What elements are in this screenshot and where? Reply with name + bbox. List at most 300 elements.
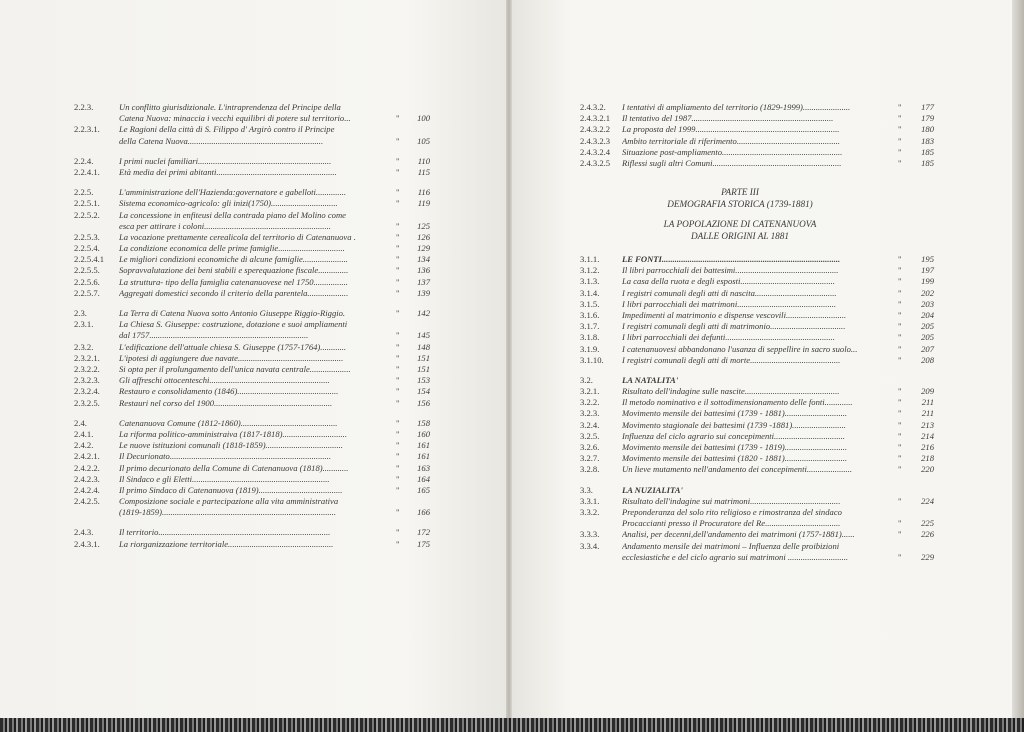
ditto-mark: " — [898, 254, 902, 264]
toc-entry-number: 3.1.5. — [580, 298, 600, 309]
toc-entry-number: 2.2.5.4.1 — [74, 254, 105, 265]
ditto-mark: " — [396, 287, 400, 298]
toc-entry-page: 205 — [921, 321, 934, 332]
toc-entry-title-line: Riflessi sugli altri Comuni............................................................ — [622, 157, 842, 168]
ditto-mark: " — [898, 321, 902, 332]
toc-entry — [580, 136, 960, 147]
toc-entry-title — [119, 187, 391, 198]
toc-entry — [74, 364, 444, 375]
ditto-mark: " — [396, 451, 400, 462]
toc-entry — [580, 375, 960, 386]
toc-entry-page: 185 — [921, 146, 934, 157]
toc-entry-title — [119, 124, 391, 146]
toc-entry-number: 3.3.3. — [580, 529, 600, 540]
toc-entry-number: 3.2.4. — [580, 419, 600, 430]
toc-entry — [74, 474, 444, 485]
ditto-mark: " — [898, 386, 902, 397]
toc-entry-title-line: La condizione economica delle prime famiglie............................... — [119, 243, 345, 254]
toc-entry-title — [119, 375, 391, 386]
toc-entry-number: 3.2. — [580, 374, 593, 385]
toc-entry-title-line: Il territorio................................................................................ — [119, 527, 331, 538]
toc-entry-title-line: Andamento mensile dei matrimoni – Influenza delle proibizioni — [622, 540, 840, 551]
part-heading — [580, 186, 900, 210]
toc-entry-title-line: I libri parrocchiali dei matrimoni.............................................. — [622, 298, 837, 309]
toc-entry — [74, 342, 444, 353]
ditto-mark: " — [396, 187, 400, 198]
toc-entry-title-line: La concessione in enfiteusi della contrada piano del Molino come — [119, 209, 346, 220]
toc-entry — [580, 397, 960, 408]
toc-entry — [74, 243, 444, 254]
toc-entry-title-line: Il primo decurionato della Comune di Catenanuova (1818)............ — [119, 462, 349, 473]
toc-entry-title-line: Il primo Sindaco di Catenanuova (1819)....................................... — [119, 484, 343, 495]
toc-entry — [580, 102, 960, 113]
toc-entry-page: 166 — [417, 507, 430, 518]
toc-entry-title-line: Sopravvalutazione dei beni stabili e sperequazione fiscale.............. — [119, 265, 349, 276]
toc-entry-title — [622, 113, 890, 124]
toc-entry-title-line: Catenanuova Comune (1812-1860)............................................. — [119, 417, 338, 428]
part-title: DEMOGRAFIA STORICA (1739-1881) — [667, 199, 813, 209]
toc-entry — [580, 321, 960, 332]
toc-entry-title-line: Sistema economico-agricolo: gli inizi(1750)............................... — [119, 198, 338, 209]
toc-entry-title-line: La Terra di Catena Nuova sotto Antonio Giuseppe Riggio-Riggio. — [119, 308, 346, 319]
toc-entry-number: 2.4.2.3. — [74, 473, 100, 484]
toc-entry — [74, 539, 444, 550]
ditto-mark: " — [396, 341, 400, 352]
toc-entry — [74, 496, 444, 518]
toc-entry — [580, 485, 960, 496]
toc-entry-title-line: LE FONTI................................................................................... — [622, 254, 841, 264]
toc-entry-page: 207 — [921, 343, 934, 354]
ditto-mark: " — [396, 308, 400, 319]
ditto-mark: " — [898, 529, 902, 540]
toc-entry-title — [622, 254, 890, 265]
toc-entry-page: 161 — [417, 451, 430, 462]
ditto-mark: " — [898, 287, 902, 298]
toc-entry-page: 165 — [417, 484, 430, 495]
toc-entry-number: 2.3.1. — [74, 319, 94, 330]
ditto-mark: " — [898, 332, 902, 343]
ditto-mark: " — [898, 551, 902, 562]
toc-entry-number: 2.2.5.1. — [74, 198, 100, 209]
toc-entry — [580, 265, 960, 276]
toc-entry-page: 126 — [417, 231, 430, 242]
toc-entry-title — [119, 232, 391, 243]
toc-entry-page: 153 — [417, 375, 430, 386]
ditto-mark: " — [898, 276, 902, 287]
ditto-mark: " — [396, 113, 400, 124]
toc-entry-title-line: L'amministrazione dell'Hazienda:governatore e gabelloti.............. — [119, 187, 347, 198]
toc-entry-title — [622, 485, 890, 496]
toc-entry-title — [119, 496, 391, 518]
toc-entry-number: 3.1.7. — [580, 321, 600, 332]
toc-entry-title — [119, 463, 391, 474]
toc-entry-page: 172 — [417, 527, 430, 538]
toc-entry-page: 205 — [921, 332, 934, 343]
toc-entry-title — [622, 332, 890, 343]
toc-entry-title-line: La Chiesa S. Giuseppe: costruzione, dotazione e suoi ampliamenti — [119, 319, 348, 330]
toc-entry-title — [622, 386, 890, 397]
toc-entry-page: 148 — [417, 341, 430, 352]
toc-entry-title — [622, 265, 890, 276]
toc-entry — [580, 541, 960, 563]
toc-entry-page: 115 — [417, 166, 430, 177]
book-gutter — [506, 0, 512, 722]
toc-entry-page: 185 — [921, 157, 934, 168]
toc-entry — [580, 420, 960, 431]
toc-entry — [74, 288, 444, 299]
toc-entry-title — [119, 243, 391, 254]
toc-entry-title — [622, 496, 890, 507]
toc-entry-page: 214 — [921, 430, 934, 441]
toc-entry — [580, 496, 960, 507]
toc-entry-title — [622, 507, 890, 529]
toc-entry-title — [622, 375, 890, 386]
toc-entry-title — [119, 102, 391, 124]
toc-entry-page: 125 — [417, 220, 430, 231]
toc-entry-page: 195 — [921, 254, 934, 264]
toc-entry-page: 160 — [417, 428, 430, 439]
toc-entry-number: 3.1.9. — [580, 343, 600, 354]
toc-entry-title — [119, 474, 391, 485]
toc-entry — [580, 147, 960, 158]
toc-entry — [74, 527, 444, 538]
toc-entry-title-line: La vocazione prettamente cerealicola del territorio di Catenanuova . — [119, 231, 356, 242]
toc-entry-number: 2.2.4.1. — [74, 166, 100, 177]
toc-entry-page: 229 — [921, 551, 934, 562]
toc-entry-page: 100 — [417, 113, 430, 124]
toc-entry-number: 3.3.2. — [580, 506, 600, 517]
toc-entry — [74, 451, 444, 462]
toc-entry-title-line: Preponderanza del solo rito religioso e rimostranza del sindaco — [622, 506, 842, 517]
toc-entry — [580, 453, 960, 464]
toc-entry-page: 177 — [921, 102, 934, 112]
toc-entry-title-line: Le migliori condizioni economiche di alcune famiglie..................... — [119, 254, 348, 265]
toc-entry-number: 2.4.2.4. — [74, 484, 100, 495]
toc-entry-page: 134 — [417, 254, 430, 265]
toc-entry — [580, 442, 960, 453]
toc-entry-title-line: Si opta per il prolungamento dell'unica navata centrale................... — [119, 364, 351, 374]
toc-entry — [580, 408, 960, 419]
toc-entry-title — [119, 418, 391, 429]
toc-entry-title-line: Impedimenti al matrimonio e dispense vescovili............................ — [622, 309, 847, 320]
toc-entry-number: 2.4.2.5. — [74, 496, 100, 507]
toc-entry-title — [119, 198, 391, 209]
toc-entry-number: 2.2.3.1. — [74, 124, 100, 135]
toc-entry-number: 3.2.8. — [580, 464, 600, 475]
toc-entry-page: 183 — [921, 135, 934, 146]
ditto-mark: " — [898, 442, 902, 452]
toc-entry-page: 136 — [417, 265, 430, 276]
ditto-mark: " — [396, 484, 400, 495]
ditto-mark: " — [396, 386, 400, 397]
toc-entry-page: 110 — [417, 155, 430, 166]
ditto-mark: " — [396, 364, 400, 374]
toc-entry — [74, 210, 444, 232]
toc-entry — [74, 353, 444, 364]
toc-entry-number: 3.1.2. — [580, 265, 600, 276]
toc-entry-title — [622, 147, 890, 158]
toc-entry-title — [622, 344, 890, 355]
toc-entry-title-line: Un conflitto giurisdizionale. L'intraprendenza del Principe della — [119, 102, 341, 112]
toc-entry-page: 226 — [921, 529, 934, 540]
toc-entry-number: 3.1.8. — [580, 332, 600, 343]
left-table-of-contents — [74, 102, 444, 550]
toc-entry — [74, 386, 444, 397]
ditto-mark: " — [898, 298, 902, 309]
toc-entry-title-line: Movimento stagionale dei battesimi (1739 -1881)......................... — [622, 419, 846, 430]
toc-entry — [74, 429, 444, 440]
toc-entry — [580, 254, 960, 265]
ditto-mark: " — [396, 538, 400, 549]
toc-entry-page: 154 — [417, 386, 430, 397]
ditto-mark: " — [396, 243, 400, 254]
toc-entry-title-line: della Catena Nuova............................................................... — [119, 135, 324, 146]
toc-entry — [74, 308, 444, 319]
ditto-mark: " — [396, 397, 400, 408]
toc-entry-title — [119, 265, 391, 276]
right-table-of-contents-top — [580, 102, 960, 169]
toc-entry-title-line: LA NATALITA' — [622, 374, 679, 385]
toc-entry-title — [119, 156, 391, 167]
ditto-mark: " — [396, 352, 400, 363]
toc-entry-number: 3.1.3. — [580, 276, 600, 287]
toc-entry-page: 119 — [417, 198, 430, 209]
toc-entry-title-line: I registri comunali degli atti di morte.......................................... — [622, 354, 841, 365]
toc-entry-number: 2.2.5. — [74, 187, 94, 198]
toc-entry-page: 199 — [921, 276, 934, 287]
toc-entry-title-line: Il Sindaco e gli Eletti................................................................ — [119, 473, 330, 484]
toc-entry-title-line: I registri comunali degli atti di matrimonio................................... — [622, 321, 846, 332]
ditto-mark: " — [898, 135, 902, 146]
chapter-heading — [580, 218, 900, 242]
toc-entry-number: 3.1.4. — [580, 287, 600, 298]
toc-entry-title-line: La riforma politico-amministraiva (1817-1818).............................. — [119, 428, 347, 439]
toc-entry-title-line: dal 1757.......................................................................... — [119, 330, 309, 341]
toc-entry-page: 197 — [921, 265, 934, 276]
toc-entry-title-line: Catena Nuova: minaccia i vecchi equilibri di potere sul territorio... — [119, 113, 351, 124]
toc-entry — [74, 485, 444, 496]
toc-entry-title-line: La proposta del 1999................................................................... — [622, 124, 840, 135]
toc-entry — [580, 113, 960, 124]
toc-entry-title-line: Risultato dell'indagine sulle nascite............................................ — [622, 386, 840, 397]
toc-entry-number: 2.4.3.2.1 — [580, 113, 611, 124]
toc-entry-title — [622, 299, 890, 310]
toc-entry-page: 129 — [417, 243, 430, 254]
toc-entry — [74, 198, 444, 209]
toc-entry-title — [622, 541, 890, 563]
toc-entry-page: 151 — [417, 352, 430, 363]
toc-entry-title — [622, 420, 890, 431]
toc-entry-title-line: Ambito territoriale di riferimento................................................ — [622, 135, 840, 146]
ditto-mark: " — [898, 419, 902, 430]
toc-entry-title — [622, 102, 890, 113]
toc-entry-number: 2.2.5.7. — [74, 287, 100, 298]
toc-entry-title-line: Risultato dell'indagine sui matrimoni.......................................... — [622, 495, 841, 506]
toc-entry-page: 218 — [921, 453, 934, 464]
toc-entry-number: 3.3.4. — [580, 540, 600, 551]
toc-entry-page: 137 — [417, 276, 430, 287]
toc-entry-number: 2.4.3.2. — [580, 102, 606, 112]
toc-entry — [580, 386, 960, 397]
toc-entry-page: 161 — [417, 440, 430, 451]
toc-entry-page: 213 — [921, 419, 934, 430]
toc-entry-page: 164 — [417, 473, 430, 484]
toc-entry-number: 2.2.4. — [74, 155, 94, 166]
toc-entry-page: 105 — [417, 135, 430, 146]
toc-entry — [580, 344, 960, 355]
toc-entry-title-line: La struttura- tipo della famiglia catenanuovese nel 1750................ — [119, 276, 348, 287]
toc-entry-title-line: Procaccianti presso il Procuratore del Re................................... — [622, 518, 841, 529]
toc-entry-title-line: L'ipotesi di aggiungere due navate................................................. — [119, 352, 344, 363]
ditto-mark: " — [396, 375, 400, 386]
toc-entry-title-line: I libri parrocchiali dei defunti................................................... — [622, 332, 835, 343]
toc-entry-number: 2.4.3.2.4 — [580, 146, 611, 157]
toc-entry — [580, 288, 960, 299]
toc-entry-title — [119, 288, 391, 299]
toc-entry-title-line: Età media dei primi abitanti........................................................ — [119, 166, 337, 177]
toc-entry-title-line: ecclesiastiche e del ciclo agrario sui matrimoni ............................ — [622, 551, 849, 562]
toc-entry-title-line: Gli affreschi ottocenteschi........................................................ — [119, 375, 330, 386]
toc-entry-page: 225 — [921, 518, 934, 529]
toc-entry — [580, 124, 960, 135]
toc-entry — [74, 167, 444, 178]
toc-entry-page: 175 — [417, 538, 430, 549]
ditto-mark: " — [898, 265, 902, 276]
toc-entry-number: 2.3.2.2. — [74, 364, 100, 374]
toc-entry-title-line: La riorganizzazione territoriale................................................. — [119, 538, 334, 549]
toc-entry-number: 2.4.2.1. — [74, 451, 100, 462]
toc-entry-page: 208 — [921, 354, 934, 365]
toc-entry-page: 211 — [921, 408, 934, 419]
toc-entry-number: 2.3.2.5. — [74, 397, 100, 408]
part-number: PARTE III — [721, 187, 759, 197]
ditto-mark: " — [396, 330, 400, 341]
toc-entry-page: 216 — [921, 442, 934, 452]
ditto-mark: " — [396, 254, 400, 265]
toc-entry-title-line: (1819-1859)................................................................................. — [119, 507, 336, 518]
ditto-mark: " — [898, 464, 902, 475]
ditto-mark: " — [396, 220, 400, 231]
chapter-title-line: LA POPOLAZIONE DI CATENANUOVA — [663, 219, 817, 229]
ditto-mark: " — [898, 518, 902, 529]
toc-entry-number: 2.4.3.2.5 — [580, 157, 611, 168]
toc-entry-title-line: Un lieve mutamento nell'andamento dei concepimenti..................... — [622, 464, 852, 475]
scan-edge-strip — [0, 718, 1024, 732]
toc-entry-title — [622, 321, 890, 332]
toc-entry-page: 145 — [417, 330, 430, 341]
toc-entry-title — [119, 210, 391, 232]
ditto-mark: " — [898, 408, 902, 419]
toc-entry-title — [622, 310, 890, 321]
toc-entry-title — [622, 442, 890, 453]
toc-entry-title-line: Le nuove istituzioni comunali (1818-1859).................................... — [119, 440, 343, 451]
toc-entry-number: 3.3.1. — [580, 495, 600, 506]
toc-entry-title — [119, 308, 391, 319]
ditto-mark: " — [396, 198, 400, 209]
toc-entry-title-line: I registri comunali degli atti di nascita...................................... — [622, 287, 837, 298]
ditto-mark: " — [396, 135, 400, 146]
ditto-mark: " — [898, 397, 902, 408]
toc-entry-page: 151 — [417, 364, 430, 374]
toc-entry-title-line: Movimento mensile dei battesimi (1820 - 1881)............................. — [622, 453, 848, 464]
ditto-mark: " — [396, 166, 400, 177]
toc-entry-title-line: Analisi, per decenni,dell'andamento dei matrimoni (1757-1881)...... — [622, 529, 855, 540]
toc-entry-page: 158 — [417, 417, 430, 428]
ditto-mark: " — [396, 440, 400, 451]
toc-entry-title-line: Movimento mensile dei battesimi (1739 - 1881)............................. — [622, 408, 848, 419]
toc-entry-number: 2.2.5.6. — [74, 276, 100, 287]
toc-entry — [74, 265, 444, 276]
toc-entry-title — [119, 386, 391, 397]
toc-entry-title — [622, 464, 890, 475]
toc-entry-title-line: Il libri parrocchiali dei battesimi................................................ — [622, 265, 839, 276]
toc-entry-page: 156 — [417, 397, 430, 408]
ditto-mark: " — [898, 102, 902, 112]
ditto-mark: " — [898, 146, 902, 157]
toc-entry-title — [622, 136, 890, 147]
toc-entry-title — [119, 485, 391, 496]
toc-entry — [74, 440, 444, 451]
toc-entry-title — [119, 440, 391, 451]
toc-entry — [74, 398, 444, 409]
toc-entry-page: 163 — [417, 462, 430, 473]
toc-entry-title-line: LA NUZIALITA' — [622, 484, 683, 495]
toc-entry-page: 202 — [921, 287, 934, 298]
toc-entry-number: 2.2.5.4. — [74, 243, 100, 254]
toc-entry-page: 211 — [921, 397, 934, 408]
toc-entry — [580, 431, 960, 442]
toc-entry-title — [622, 453, 890, 464]
toc-entry-number: 2.3.2.1. — [74, 352, 100, 363]
toc-entry-title — [622, 408, 890, 419]
toc-entry — [580, 464, 960, 475]
toc-entry-title — [119, 353, 391, 364]
toc-entry-number: 2.4.1. — [74, 428, 94, 439]
toc-entry-number: 2.4.3.2.3 — [580, 135, 611, 146]
toc-entry — [74, 319, 444, 341]
toc-entry-page: 116 — [417, 187, 430, 198]
toc-entry-title-line: I catenanuovesi abbandonano l'usanza di seppellire in sacro suolo... — [622, 343, 858, 354]
toc-entry-number: 2.4.3. — [74, 527, 94, 538]
toc-entry — [580, 158, 960, 169]
toc-entry — [74, 124, 444, 146]
toc-entry-title — [119, 342, 391, 353]
ditto-mark: " — [396, 473, 400, 484]
toc-entry-title — [622, 397, 890, 408]
toc-entry-title-line: Situazione post-ampliamento........................................................ — [622, 146, 843, 157]
ditto-mark: " — [396, 507, 400, 518]
toc-entry-page: 179 — [921, 113, 934, 124]
ditto-mark: " — [898, 453, 902, 464]
toc-entry-number: 3.2.6. — [580, 442, 600, 452]
toc-entry-number: 3.1.1. — [580, 254, 600, 264]
toc-entry-number: 2.3.2.4. — [74, 386, 100, 397]
toc-entry-page: 203 — [921, 298, 934, 309]
toc-entry-number: 2.2.5.3. — [74, 231, 100, 242]
ditto-mark: " — [898, 309, 902, 320]
toc-entry-title-line: Composizione sociale e partecipazione alla vita amministrativa — [119, 496, 339, 507]
ditto-mark: " — [396, 276, 400, 287]
toc-entry — [74, 418, 444, 429]
ditto-mark: " — [898, 157, 902, 168]
toc-entry-title — [119, 429, 391, 440]
toc-entry-number: 2.3.2.3. — [74, 375, 100, 386]
toc-entry-number: 2.2.5.2. — [74, 209, 100, 220]
toc-entry-title-line: La casa della ruota e degli esposti............................................ — [622, 276, 835, 287]
page-edge — [1012, 0, 1024, 732]
ditto-mark: " — [396, 527, 400, 538]
toc-entry-title-line: esca per attirare i coloni........................................................... — [119, 220, 331, 231]
